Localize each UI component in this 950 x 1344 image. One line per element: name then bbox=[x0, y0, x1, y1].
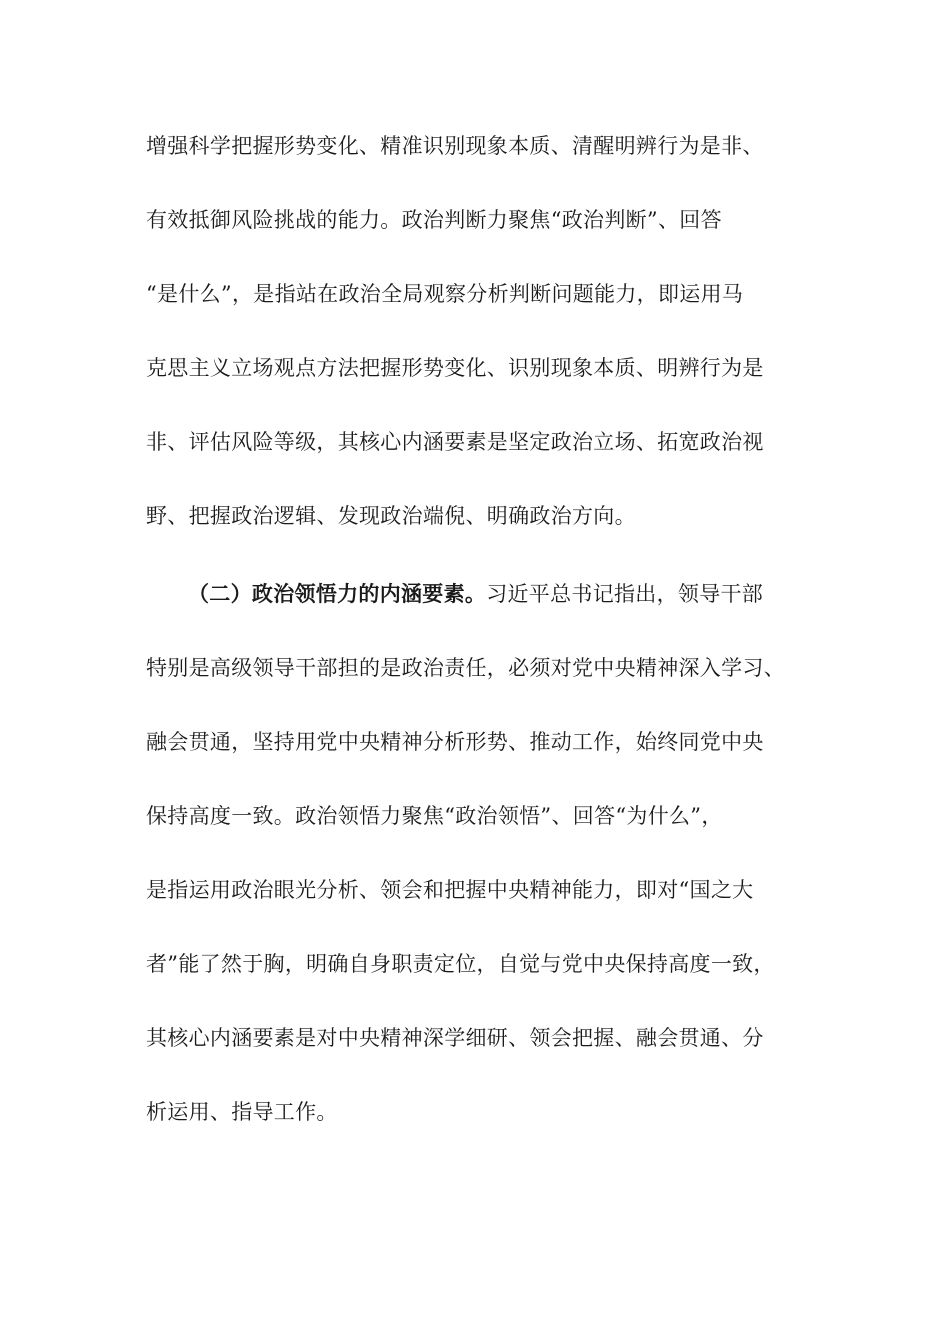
text-line-first bbox=[146, 574, 806, 648]
text-line: 是指运用政治眼光分析、领会和把握中央精神能力，即对“国之大 bbox=[146, 878, 754, 902]
section-heading: （二）政治领悟力的内涵要素。 bbox=[188, 581, 487, 606]
paragraph-political-comprehension bbox=[146, 574, 806, 1166]
text-line: “是什么”，是指站在政治全局观察分析判断问题能力，即运用马 bbox=[146, 282, 744, 306]
text-line: 非、评估风险等级，其核心内涵要素是坚定政治立场、拓宽政治视 bbox=[146, 430, 764, 454]
text-line: 融会贯通，坚持用党中央精神分析形势、推动工作，始终同党中央 bbox=[146, 730, 764, 754]
text-line: 野、把握政治逻辑、发现政治端倪、明确政治方向。 bbox=[146, 504, 636, 528]
document-body bbox=[146, 126, 806, 1166]
text-line: 增强科学把握形势变化、精准识别现象本质、清醒明辨行为是非、 bbox=[146, 134, 764, 158]
text-line: 其核心内涵要素是对中央精神深学细研、领会把握、融会贯通、分 bbox=[146, 1026, 764, 1050]
text-line: 克思主义立场观点方法把握形势变化、识别现象本质、明辨行为是 bbox=[146, 356, 764, 380]
text-line: 析运用、指导工作。 bbox=[146, 1100, 338, 1124]
text-line: 有效抵御风险挑战的能力。政治判断力聚焦“政治判断”、回答 bbox=[146, 208, 722, 232]
paragraph-political-judgment bbox=[146, 126, 806, 570]
heading-followup-text: 习近平总书记指出，领导干部 bbox=[486, 582, 764, 606]
text-line: 保持高度一致。政治领悟力聚焦“政治领悟”、回答“为什么”， bbox=[146, 804, 723, 828]
text-line: 特别是高级领导干部担的是政治责任，必须对党中央精神深入学习、 bbox=[146, 656, 785, 680]
text-line: 者”能了然于胸，明确自身职责定位，自觉与党中央保持高度一致， bbox=[146, 952, 775, 976]
